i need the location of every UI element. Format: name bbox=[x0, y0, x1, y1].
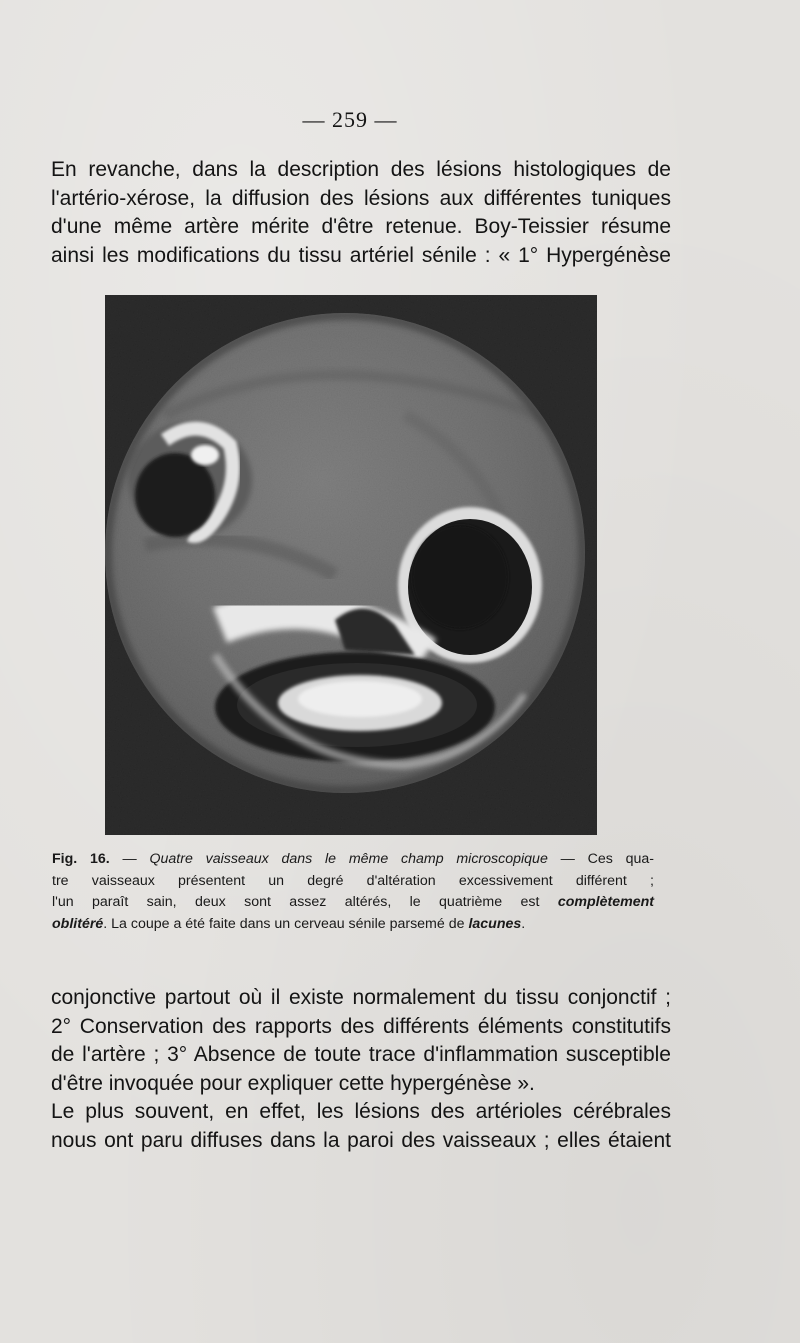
paragraph-top bbox=[51, 156, 671, 270]
caption-period: . bbox=[521, 915, 526, 932]
paragraph-line: d'être invoquée pour expliquer cette hypergénèse ». bbox=[51, 1071, 535, 1095]
microscope-field-image bbox=[105, 295, 597, 835]
caption-emphasis: complètement bbox=[557, 894, 654, 910]
figure-caption bbox=[52, 849, 654, 935]
microscope-photograph bbox=[105, 295, 597, 835]
paragraph-line: 2° Conservation des rapports des différents éléments constitutifs bbox=[51, 1014, 671, 1038]
caption-text: — Ces qua- bbox=[560, 851, 654, 867]
caption-dash: — bbox=[122, 851, 137, 867]
caption-line bbox=[52, 914, 654, 936]
paragraph-line: de l'artère ; 3° Absence de toute trace d'inflammation susceptible bbox=[51, 1043, 671, 1066]
caption-emphasis: lacunes bbox=[468, 915, 522, 932]
paragraph-line: nous ont paru diffuses dans la paroi des vaisseaux ; elles étaient bbox=[51, 1128, 671, 1152]
vessel-upper-left bbox=[128, 422, 252, 538]
paragraph-line: d'une même artère mérite d'être retenue. Boy-Teissier résume bbox=[51, 215, 671, 238]
caption-emphasis: oblitéré bbox=[52, 915, 104, 932]
caption-line: tre vaisseaux présentent un degré d'altération excessivement différent ; bbox=[52, 872, 654, 889]
paragraph-bottom bbox=[51, 984, 671, 1155]
page-number: — 259 — bbox=[302, 107, 398, 132]
caption-text: l'un paraît sain, deux sont assez altérés, le quatrième est bbox=[52, 894, 540, 910]
paragraph-line: ainsi les modifications du tissu artériel sénile : « 1° Hypergénèse bbox=[51, 243, 671, 267]
caption-line bbox=[52, 849, 654, 871]
caption-title: Quatre vaisseaux dans le même champ microscopique bbox=[149, 851, 548, 867]
paragraph-line: conjonctive partout où il existe normalement du tissu conjonctif ; bbox=[51, 986, 671, 1009]
paragraph-line: En revanche, dans la description des lésions histologiques de bbox=[51, 158, 671, 181]
paragraph-line: l'artério-xérose, la diffusion des lésions aux différentes tuniques bbox=[51, 186, 671, 210]
caption-text: . La coupe a été faite dans un cerveau sénile parsemé de bbox=[103, 915, 465, 932]
caption-line bbox=[52, 892, 654, 914]
figure-label: Fig. 16. bbox=[52, 851, 110, 867]
paragraph-line: Le plus souvent, en effet, les lésions des artérioles cérébrales bbox=[51, 1100, 671, 1123]
